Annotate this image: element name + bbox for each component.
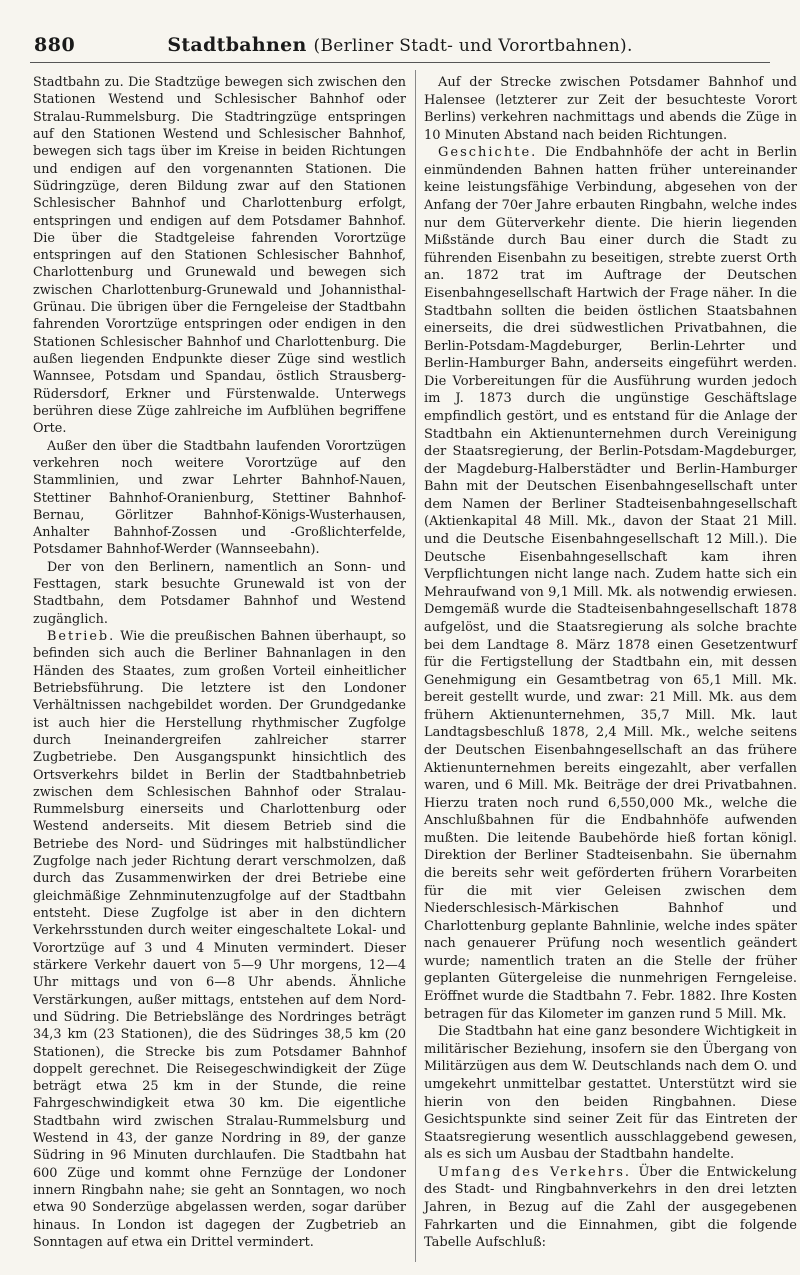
paragraph-section bbox=[424, 144, 797, 1023]
paragraph-section bbox=[424, 1164, 797, 1252]
paragraph-text: Die Endbahnhöfe der acht in Berlin einmündenden Bahnen hatten früher untereinander keine leistungsfähige Verbindung, abgesehen von der Anfang der 70er Jahre erbauten Ringbahn, welche indes nur dem Güterverkehr diente. Die hierin liegenden Mißstände durch Bau einer durch die Stadt zu führenden Eisenbahn zu beseitigen, strebte zuerst Orth an. 1872 trat im Auftrage der Deutschen Eisenbahngesellschaft Hartwich der Frage näher. In die Stadtbahn sollten die beiden östlichen Staatsbahnen einerseits, die drei südwestlichen Privatbahnen, die Berlin-Potsdam-Magdeburger, Berlin-Lehrter und Berlin-Hamburger Bahn, anderseits eingeführt werden. Die Vorbereitungen für die Ausführung wurden jedoch im J. 1873 durch die ungünstige Geschäftslage empfindlich gestört, und es entstand für die Anlage der Stadtbahn ein Aktienunternehmen durch Vereinigung der Staatsregierung, der Berlin-Potsdam-Magdeburger, der Magdeburg-Halberstädter und Berlin-Hamburger Bahn mit der Deutschen Eisenbahngesellschaft unter dem Namen der Berliner Stadteisenbahngesellschaft (Aktienkapital 48 Mill. Mk., davon der Staat 21 Mill. und die Deutsche Eisenbahngesellschaft 12 Mill.). Die Deutsche Eisenbahngesellschaft kam ihren Verpflichtungen nicht lange nach. Zudem hatte sich ein Mehraufwand von 9,1 Mill. Mk. als notwendig erwiesen. Demgemäß wurde die Stadteisenbahngesellschaft 1878 aufgelöst, und die Staatsregierung als solche brachte bei dem Landtage 8. März 1878 einen Gesetzentwurf für die Fertigstellung der Stadtbahn ein, mit dessen Genehmigung ein Gesamtbetrag von 65,1 Mill. Mk. bereit gestellt wurde, und zwar: 21 Mill. Mk. aus dem frühern Aktienunternehmen, 35,7 Mill. Mk. laut Landtagsbeschluß 1878, 2,4 Mill. Mk., welche seitens der Deutschen Eisenbahngesellschaft an das frühere Aktienunternehmen bereits eingezahlt, aber verfallen waren, und 6 Mill. Mk. Beiträge der drei Privatbahnen. Hierzu traten noch rund 6,550,000 Mk., welche die Anschlußbahnen für die Endbahnhöfe aufwenden mußten. Die leitende Baubehörde hieß fortan königl. Direktion der Berliner Stadteisenbahn. Sie übernahm die bereits sehr weit geförderten frühern Vorarbeiten für die mit vier Geleisen zwischen dem Niederschlesisch-Märkischen Bahnhof und Charlottenburg geplante Bahnlinie, welche indes später nach genauerer Prüfung noch wesentlich geändert wurde; namentlich traten an die Stelle der früher geplanten Gütergeleise die nunmehrigen Ferngeleise. Eröffnet wurde die Stadtbahn 7. Febr. 1882. Ihre Kosten betragen für das Kilometer im ganzen rund 5 Mill. Mk. bbox=[424, 145, 797, 1022]
running-title-main: Stadtbahnen bbox=[167, 34, 307, 56]
paragraph: Der von den Berlinern, namentlich an Sonn- und Festtagen, stark besuchte Grunewald ist von der Stadtbahn, dem Potsdamer Bahnhof und Westend zugänglich. bbox=[33, 559, 406, 627]
page-number: 880 bbox=[34, 34, 76, 56]
paragraph: Stadtbahn zu. Die Stadtzüge bewegen sich zwischen den Stationen Westend und Schlesischer Bahnhof oder Stralau-Rummelsburg. Die Stadtringzüge entspringen auf den Stationen Westend und Schlesischer Bahnhof, bewegen sich tags über im Kreise in beiden Richtungen und endigen auf den vorgenannten Stationen. Die Südringzüge, deren Bildung zwar auf den Stationen Schlesischer Bahnhof und Charlottenburg erfolgt, entspringen und endigen auf dem Potsdamer Bahnhof. Die über die Stadtgeleise fahrenden Vorortzüge entspringen auf den Stationen Schlesischer Bahnhof, Charlottenburg und Grunewald und bewegen sich zwischen Charlottenburg-Grunewald und Johannisthal-Grünau. Die übrigen über die Ferngeleise der Stadtbahn fahrenden Vorortzüge entspringen oder endigen in den Stationen Schlesischer Bahnhof und Charlottenburg. Die außen liegenden Endpunkte dieser Züge sind westlich Wannsee, Potsdam und Spandau, östlich Strausberg-Rüdersdorf, Erkner und Fürstenwalde. Unterwegs berühren diese Züge zahlreiche im Aufblühen begriffene Orte. bbox=[33, 75, 406, 437]
left-column bbox=[33, 74, 406, 1251]
section-heading: Umfang des Verkehrs. bbox=[438, 1164, 632, 1180]
section-heading: Geschichte. bbox=[438, 145, 538, 161]
header-rule bbox=[30, 62, 770, 63]
paragraph: Außer den über die Stadtbahn laufenden Vorortzügen verkehren noch weitere Vorortzüge auf den Stammlinien, und zwar Lehrter Bahnhof-Nauen, Stettiner Bahnhof-Oranienburg, Stettiner Bahnhof-Bernau, Görlitzer Bahnhof-Königs-Wusterhausen, Anhalter Bahnhof-Zossen und -Großlichterfelde, Potsdamer Bahnhof-Werder (Wannseebahn). bbox=[33, 438, 406, 558]
paragraph-text: Über die Entwickelung des Stadt- und Ringbahnverkehrs in den drei letzten Jahren, in Bezug auf die Zahl der ausgegebenen Fahrkarten und die Einnahmen, gibt die folgende Tabelle Aufschluß: bbox=[424, 1164, 797, 1251]
paragraph: Die Stadtbahn hat eine ganz besondere Wichtigkeit in militärischer Beziehung, insofern sie den Übergang von Militärzügen aus dem W. Deutschlands nach dem O. und umgekehrt unmittelbar gestattet. Unterstützt wird sie hierin von den beiden Ringbahnen. Diese Gesichtspunkte sind seiner Zeit für das Eintreten der Staatsregierung wesentlich ausschlaggebend gewesen, als es sich um Ausbau der Stadtbahn handelte. bbox=[424, 1024, 797, 1163]
paragraph-text: Wie die preußischen Bahnen überhaupt, so befinden sich auch die Berliner Bahnanlagen in den Händen des Staates, zum großen Vorteil einheitlicher Betriebsführung. Die letztere ist den Londoner Verhältnissen nachgebildet worden. Der Grundgedanke ist auch hier die Herstellung rhythmischer Zugfolge durch Ineinandergreifen zahlreicher starrer Zugbetriebe. Den Ausgangspunkt hinsichtlich des Ortsverkehrs bildet in Berlin der Stadtbahnbetrieb zwischen dem Schlesischen Bahnhof oder Stralau-Rummelsburg einerseits und Charlottenburg oder Westend anderseits. Mit diesem Betrieb sind die Betriebe des Nord- und Südringes mit halbstündlicher Zugfolge nach jeder Richtung derart verschmolzen, daß durch das Zusammenwirken der drei Betriebe eine gleichmäßige Zehnminutenzugfolge auf der Stadtbahn entsteht. Diese Zugfolge ist aber in den dichtern Verkehrsstunden durch weiter eingeschaltete Lokal- und Vorortzüge auf 3 und 4 Minuten vermindert. Dieser stärkere Verkehr dauert von 5—9 Uhr morgens, 12—4 Uhr mittags und von 6—8 Uhr abends. Ähnliche Verstärkungen, außer mittags, entstehen auf dem Nord- und Südring. Die Betriebslänge des Nordringes beträgt 34,3 km (23 Stationen), die des Südringes 38,5 km (20 Stationen), die Strecke bis zum Potsdamer Bahnhof doppelt gerechnet. Die Reisegeschwindigkeit der Züge beträgt etwa 25 km in der Stunde, die reine Fahrgeschwindigkeit etwa 30 km. Die eigentliche Stadtbahn wird zwischen Stralau-Rummelsburg und Westend in 43, der ganze Nordring in 89, der ganze Südring in 96 Minuten durchlaufen. Die Stadtbahn hat 600 Züge und kommt ohne Fernzüge der Londoner innern Ringbahn nahe; sie geht an Sonntagen, wo noch etwa 90 Sonderzüge abgelassen werden, sogar darüber hinaus. In London ist dagegen der Zugbetrieb an Sonntagen auf etwa ein Drittel vermindert. bbox=[33, 629, 406, 1250]
running-header bbox=[30, 34, 770, 64]
column-divider bbox=[415, 70, 416, 1262]
paragraph-section bbox=[33, 628, 406, 1251]
paragraph: Auf der Strecke zwischen Potsdamer Bahnhof und Halensee (letzterer zur Zeit der besuchteste Vorort Berlins) verkehren nachmittags und abends die Züge in 10 Minuten Abstand nach beiden Richtungen. bbox=[424, 75, 797, 143]
running-title bbox=[30, 34, 770, 56]
right-column bbox=[424, 74, 797, 1252]
running-title-sub: (Berliner Stadt- und Vorortbahnen). bbox=[313, 36, 633, 56]
section-heading: Betrieb. bbox=[47, 629, 116, 644]
